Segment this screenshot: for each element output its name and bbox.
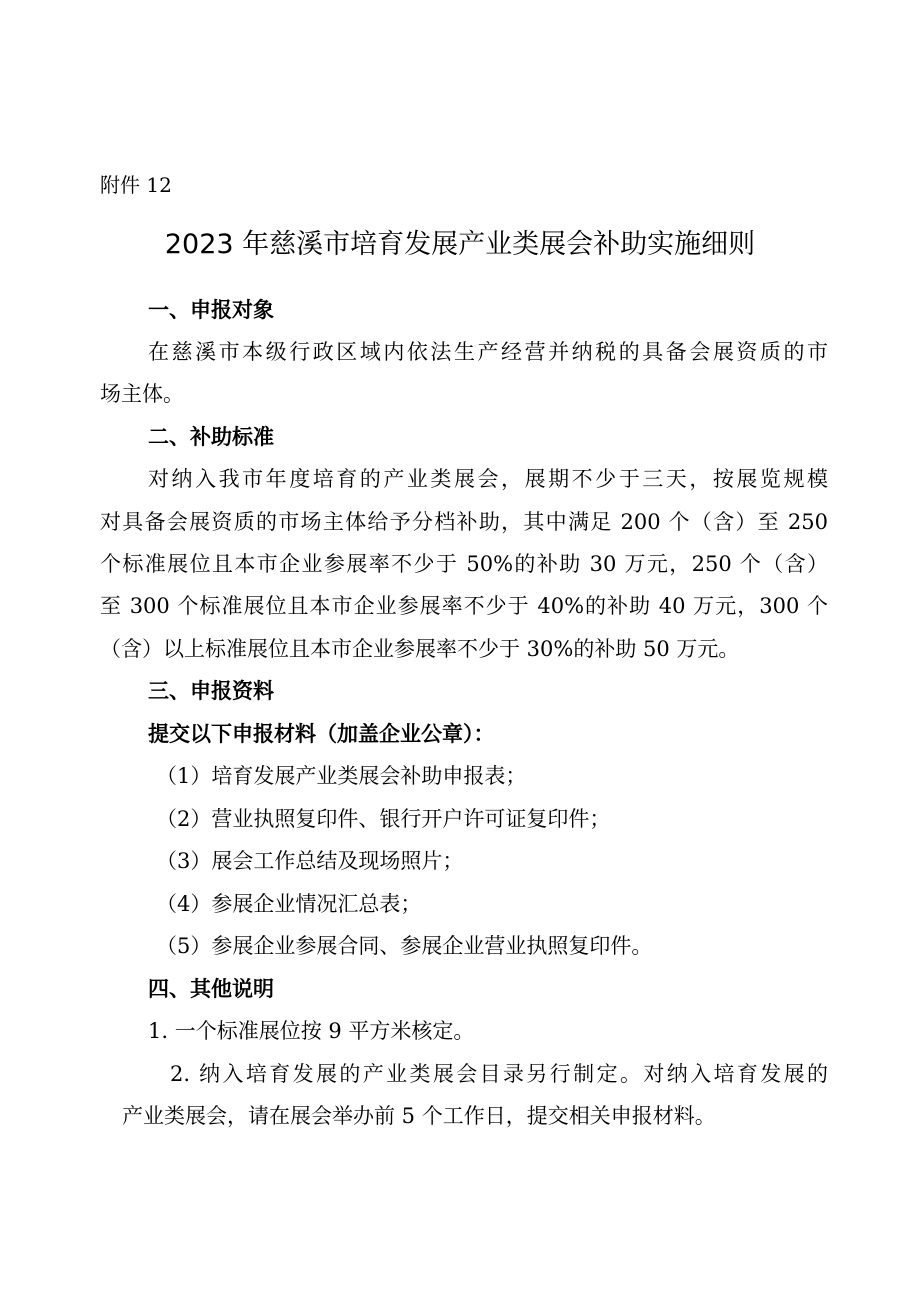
list-item-1: （1）培育发展产业类展会补助申报表； [156, 764, 527, 788]
section-3-intro: 提交以下申报材料（加盖企业公章）： [148, 722, 495, 746]
section-2-line-3: 个标准展位且本市企业参展率不少于 50%的补助 30 万元，250 个（含） [100, 552, 828, 576]
section-2-line-2: 对具备会展资质的市场主体给予分档补助，其中满足 200 个（含）至 250 [100, 510, 828, 534]
document-title: 2023 年慈溪市培育发展产业类展会补助实施细则 [164, 229, 756, 260]
section-1-line-2: 场主体。 [100, 382, 184, 406]
section-heading-1: 一、申报对象 [148, 298, 274, 322]
section-4-line-2: 2. 纳入培育发展的产业类展会目录另行制定。对纳入培育发展的 [170, 1062, 828, 1086]
section-1-line-1: 在慈溪市本级行政区域内依法生产经营并纳税的具备会展资质的市 [148, 340, 828, 364]
list-item-4: （4）参展企业情况汇总表； [156, 892, 422, 916]
section-2-line-1: 对纳入我市年度培育的产业类展会，展期不少于三天，按展览规模 [148, 467, 828, 491]
section-4-line-3: 产业类展会，请在展会举办前 5 个工作日，提交相关申报材料。 [122, 1104, 716, 1128]
list-item-5: （5）参展企业参展合同、参展企业营业执照复印件。 [156, 934, 653, 958]
section-2-line-5: （含）以上标准展位且本市企业参展率不少于 30%的补助 50 万元。 [100, 637, 740, 661]
section-heading-2: 二、补助标准 [148, 425, 274, 449]
list-item-3: （3）展会工作总结及现场照片； [156, 849, 464, 873]
section-4-line-1: 1. 一个标准展位按 9 平方米核定。 [148, 1019, 475, 1043]
attachment-label: 附件 12 [100, 173, 172, 197]
section-2-line-4: 至 300 个标准展位且本市企业参展率不少于 40%的补助 40 万元，300 个 [100, 594, 828, 618]
section-heading-3: 三、申报资料 [148, 679, 274, 703]
section-heading-4: 四、其他说明 [148, 977, 274, 1001]
list-item-2: （2）营业执照复印件、银行开户许可证复印件； [156, 807, 611, 831]
